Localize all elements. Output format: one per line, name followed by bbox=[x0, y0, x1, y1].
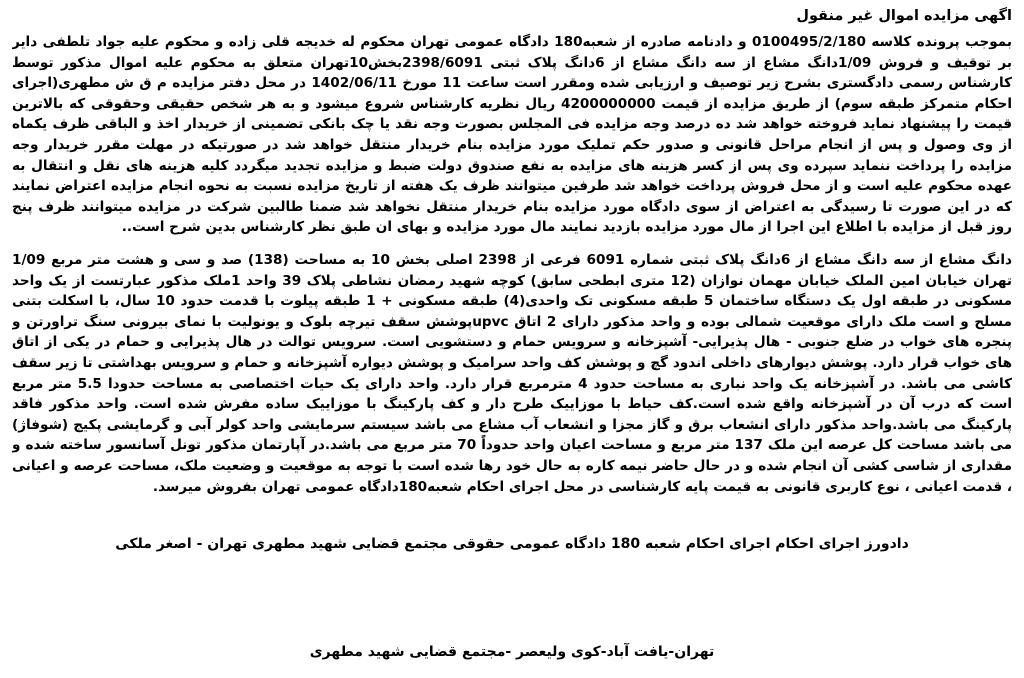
notice-title: اگهی مزایده اموال غیر منقول bbox=[796, 8, 1012, 24]
notice-paragraph-1: بموجب پرونده کلاسه 0100495/2/180 و دادنامه صادره از شعبه180 دادگاه عمومی تهران محکوم له خدیجه قلی زاده و محکوم علیه جواد تلطفی دایر بر توقیف و فروش 1/09دانگ مشاع از سه دانگ مشاع از 6دانگ پلاک ثبتی 2398/6091بخش10تهران متعلق به محکوم علیه اموال مذکور توسط کارشناس رسمی دادگستری بشرح زیر توصیف و ارزیابی شده ومقرر است ساعت 11 مورخ 1402/06/11 در محل دفتر مزایده م ق ش مطهری(اجرای احکام متمرکز طبقه سوم) از طریق مزایده از قیمت 4200000000 ریال نظریه کارشناس شروع میشود و به هر شخص حقیقی وحقوقی که بالاترین قیمت را پیشنهاد نماید فروخته خواهد شد ده درصد وجه مزایده فی المجلس بصورت وجه نقد یا چک بانکی تضمینی از خریدار اخذ و الباقی ظرف یکماه از وی وصول و پس از انجام مراحل قانونی و صدور حکم تملیک مورد مزایده بنام خریدار منتقل خواهد شد در صورتیکه در مهلت مقرر خریدار وجه مزایده را پرداخت ننماید سپرده وی پس از کسر هزینه های مزایده به نفع صندوق دولت ضبط و مزایده تجدید میگردد کلیه هزینه های نقل و انتقال به عهده محکوم علیه است و از محل فروش پرداخت خواهد شد طرفین میتوانند ظرف یک هفته از تاریخ مزایده نسبت به نحوه انجام مزایده اعتراض نمایند که در این صورت تا رسیدگی به اعتراض از سوی دادگاه مورد مزایده بنام خریدار منتقل نخواهد شد ضمنا طالبین شرکت در مزایده میتوانند ظرف پنج روز قبل از مزایده با اطلاع این اجرا از مال مورد مزایده بازدید نمایند مال مورد مزایده و بهای ان طبق نظر کارشناس بدین شرح است.. bbox=[12, 34, 1012, 236]
notice-address: تهران-یافت آباد-کوی ولیعصر -مجتمع قضایی شهید مطهری bbox=[309, 644, 715, 660]
notice-signature: دادورز اجرای احکام اجرای احکام شعبه 180 دادگاه عمومی حقوقی مجتمع قضایی شهید مطهری تهران - اصغر ملکی bbox=[115, 536, 909, 552]
notice-paragraph-2: دانگ مشاع از سه دانگ مشاع از 6دانگ پلاک ثبتی شماره 6091 فرعی از 2398 اصلی بخش 10 به مساحت (138) صد و سی و هشت متر مربع 1/09 تهران خیابان امین الملک خیابان مهمان نوازان (12 متری ابطحی سابق) کوچه شهید رمضان نشاطی پلاک 39 واحد 1ملک مذکور عبارتست از یک واحد مسکونی در طبقه اول یک دستگاه ساختمان 5 طبقه مسکونی تک واحدی(4) طبقه مسکونی + 1 طبقه پیلوت با قدمت حدود 10 سال، با اسکلت بتنی مسلح و است ملک دارای موقعیت شمالی بوده و واحد مذکور دارای 2 اتاق upvcپوشش سقف تیرچه بلوک و یونولیت با نمای بیرونی سنگ تراورتن و پنجره های خواب در ضلع جنوبی - هال پذیرایی- آشپزخانه و سرویس حمام و دستشویی است. سرویس توالت در هال پذیرایی و حمام در یکی از اتاق های خواب قرار دارد. پوشش دیوارهای داخلی اندود گچ و پوشش کف واحد سرامیک و پوشش دیواره آشپزخانه و حمام و سرویس بهداشتی تا زیر سقف کاشی می باشد. در آشپزخانه یک واحد نباری به مساحت حدود 4 مترمربع قرار دارد. واحد دارای یک حیات اختصاصی به مساحت حدودا 5.5 متر مربع است که درب آن در آشپزخانه واقع شده است.کف حیاط با موزاییک طرح دار و کف پارکینگ با موزاییک ساده مفرش شده است. واحد مذکور فاقد پارکینگ می باشد.واحد مذکور دارای انشعاب برق و گاز مجزا و انشعاب آب مشاع می باشد سیستم سرمایشی واحد کولر آبی و گرمایشی پکیج (شوفاژ) می باشد مساحت کل عرصه این ملک 137 متر مربع و مساحت اعیان واحد حدوداً 70 متر مربع می باشد.در آپارتمان مذکور تونل آسانسور ساخته شده و مقداری از شاسی کشی آن انجام شده و در حال حاضر نیمه کاره به حال خود رها شده است با توجه به موقعیت و وضعیت ملک، مساحت عرصه و اعیانی ، قدمت اعیانی ، نوع کاربری قانونی به قیمت پایه کارشناسی در محل اجرای احکام شعبه180دادگاه عمومی تهران بفروش میرسد. bbox=[12, 252, 1012, 495]
